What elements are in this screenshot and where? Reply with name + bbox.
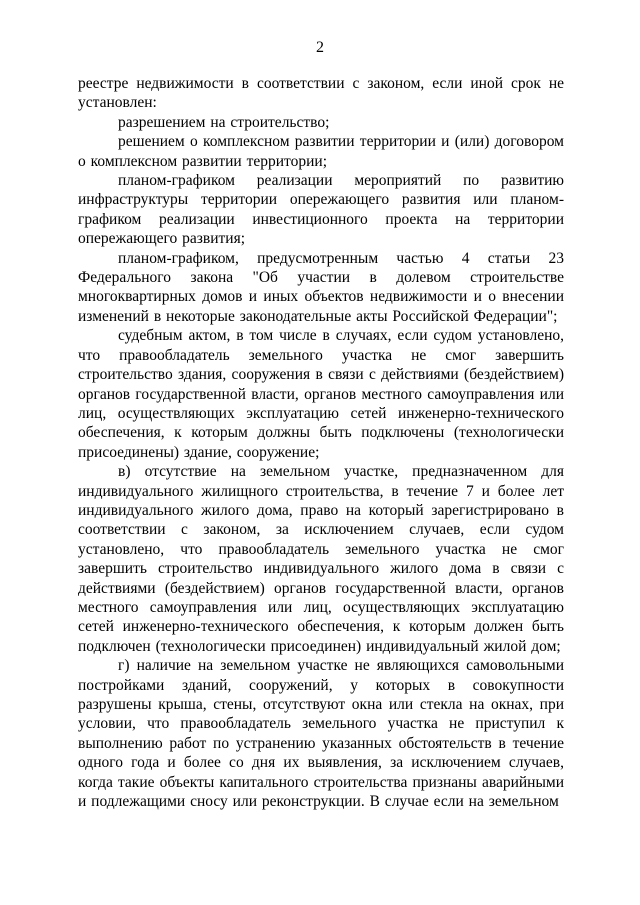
paragraph: планом-графиком реализации мероприятий по развитию инфраструктуры территории опережающего развития или планом-графиком реализации инвестиционного проекта на территории опережающего развития;: [78, 172, 564, 248]
page-number: 2: [316, 39, 324, 56]
document-body: [78, 74, 564, 811]
paragraph: разрешением на строительство;: [118, 113, 330, 131]
paragraph-item-g: г) наличие на земельном участке не являющихся самовольными постройками зданий, сооружений, у которых в совокупности разрушены крыша, стены, отсутствуют окна или стекла на окнах, при условии, что правообладатель земельного участка не приступил к выполнению работ по устранению указанных обстоятельств в течение одного года и более со дня их выявления, за исключением случаев, когда такие объекты капитального строительства признаны аварийными и подлежащими сносу или реконструкции. В случае если на земельном: [78, 657, 564, 811]
paragraph: судебным актом, в том числе в случаях, если судом установлено, что правообладатель земельного участка не смог завершить строительство здания, сооружения в связи с действиями (бездействием) органов государственной власти, органов местного самоуправления или лиц, осуществляющих эксплуатацию сетей инженерно-технического обеспечения, к которым должны быть подключены (технологически присоединены) здание, сооружение;: [78, 327, 564, 461]
paragraph-continuation: реестре недвижимости в соответствии с законом, если иной срок не установлен:: [78, 75, 564, 112]
paragraph-item-v: в) отсутствие на земельном участке, предназначенном для индивидуального жилищного строительства, в течение 7 и более лет индивидуального жилого дома, право на который зарегистрировано в соответствии с законом, за исключением случаев, если судом установлено, что правообладатель земельного участка не смог завершить строительство индивидуального жилого дома в связи с действиями (бездействием) органов государственной власти, органов местного самоуправления или лиц, осуществляющих эксплуатацию сетей инженерно-технического обеспечения, к которым должен быть подключен (технологически присоединен) индивидуальный жилой дом;: [78, 463, 564, 655]
paragraph: решением о комплексном развитии территории и (или) договором о комплексном развитии территории;: [78, 133, 564, 170]
paragraph: планом-графиком, предусмотренным частью 4 статьи 23 Федерального закона "Об участии в долевом строительстве многоквартирных домов и иных объектов недвижимости и о внесении изменений в некоторые законодательные акты Российской Федерации";: [78, 249, 564, 325]
